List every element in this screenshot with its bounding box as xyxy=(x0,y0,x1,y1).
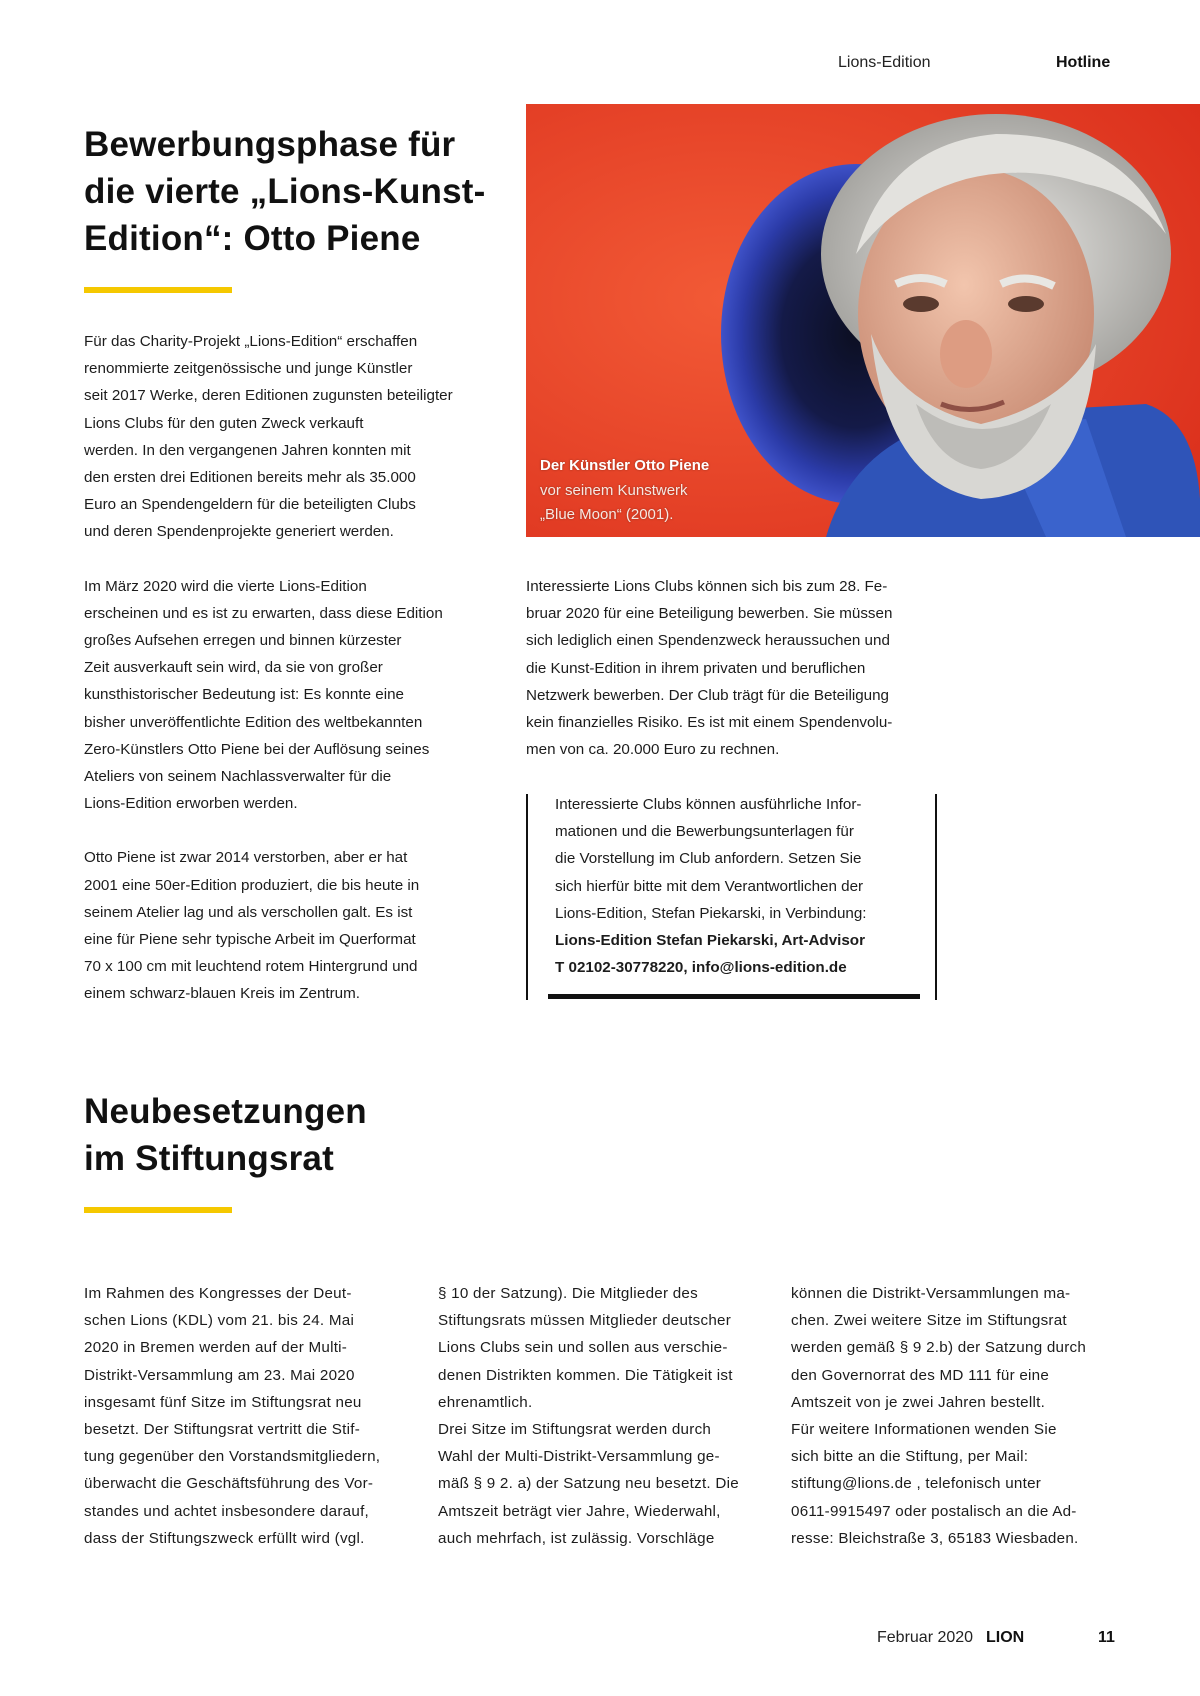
text-line: Drei Sitze im Stiftungsrat werden durch xyxy=(438,1421,712,1439)
text-line: erscheinen und es ist zu erwarten, dass diese Edition xyxy=(84,604,443,622)
text-line: sich lediglich einen Spendenzweck heraussuchen und xyxy=(526,632,890,650)
text-line: Euro an Spendengeldern für die beteiligten Clubs xyxy=(84,496,416,514)
text-line: stiftung@lions.de , telefonisch unter xyxy=(791,1475,1042,1493)
text-line: mäß § 9 2. a) der Satzung neu besetzt. Die xyxy=(438,1475,739,1493)
article1-column-left xyxy=(84,328,504,1035)
text-line: und deren Spendenprojekte generiert werden. xyxy=(84,523,394,541)
article1-title-line: Edition“: Otto Piene xyxy=(84,219,421,258)
article1-column-right xyxy=(526,573,946,790)
running-header-tag: Hotline xyxy=(1056,54,1111,71)
page-number: 11 xyxy=(1098,1629,1115,1646)
text-line: mationen und die Bewerbungsunterlagen für xyxy=(555,823,854,841)
running-header-section: Lions-Edition xyxy=(838,54,931,71)
text-line: Im Rahmen des Kongresses der Deut- xyxy=(84,1285,352,1302)
text-line: Lions Clubs sein und sollen aus verschie- xyxy=(438,1339,728,1357)
text-line: renommierte zeitgenössische und junge Künstler xyxy=(84,360,413,378)
text-line: Für das Charity-Projekt „Lions-Edition“ erschaffen xyxy=(84,333,418,350)
text-line: eine für Piene sehr typische Arbeit im Querformat xyxy=(84,931,416,949)
text-line: bruar 2020 für eine Beteiligung bewerben. Sie müssen xyxy=(526,605,893,623)
text-line: Wahl der Multi-Distrikt-Versammlung ge- xyxy=(438,1448,720,1466)
text-line: § 10 der Satzung). Die Mitglieder des xyxy=(438,1285,698,1302)
text-line: werden. In den vergangenen Jahren konnten mit xyxy=(84,441,411,459)
article2-title-line: Neubesetzungen xyxy=(84,1092,367,1131)
text-line: Amtszeit beträgt vier Jahre, Wiederwahl, xyxy=(438,1502,721,1520)
text-line: tung gegenüber den Vorstandsmitgliedern, xyxy=(84,1448,381,1466)
paragraph xyxy=(526,573,946,763)
text-line: schen Lions (KDL) vom 21. bis 24. Mai xyxy=(84,1312,355,1330)
text-line: 2001 eine 50er-Edition produziert, die bis heute in xyxy=(84,876,420,894)
artist-photo xyxy=(526,104,1200,537)
text-line: Lions-Edition erworben werden. xyxy=(84,795,298,813)
text-line: Zero-Künstlers Otto Piene bei der Auflösung seines xyxy=(84,740,430,758)
text-line: Ateliers von seinem Nachlassverwalter für die xyxy=(84,768,392,786)
paragraph xyxy=(84,573,504,818)
text-line: denen Distrikten kommen. Die Tätigkeit ist xyxy=(438,1366,733,1384)
text-line: großes Aufsehen erregen und binnen kürzester xyxy=(84,632,402,650)
text-line: 2020 in Bremen werden auf der Multi- xyxy=(84,1339,348,1357)
article2-column-2 xyxy=(438,1280,768,1552)
footer-issue-date: Februar 2020 xyxy=(877,1629,974,1646)
text-line: Im März 2020 wird die vierte Lions-Edition xyxy=(84,577,367,595)
text-line: bisher unveröffentlichte Edition des weltbekannten xyxy=(84,713,423,731)
text-line: seit 2017 Werke, deren Editionen zugunsten beteiligter xyxy=(84,387,453,405)
photo-caption-line: „Blue Moon“ (2001). xyxy=(540,506,674,523)
text-line: resse: Bleichstraße 3, 65183 Wiesbaden. xyxy=(791,1529,1079,1547)
text-line: men von ca. 20.000 Euro zu rechnen. xyxy=(526,741,780,759)
contact-details[interactable]: T 02102-30778220, info@lions-edition.de xyxy=(555,959,847,977)
text-line: einem schwarz-blauen Kreis im Zentrum. xyxy=(84,985,361,1003)
infobox-border-left xyxy=(526,794,528,1000)
text-line: dass der Stiftungszweck erfüllt wird (vgl. xyxy=(84,1529,365,1547)
contact-name: Lions-Edition Stefan Piekarski, Art-Advisor xyxy=(555,932,865,950)
text-line: die Kunst-Edition in ihrem privaten und beruflichen xyxy=(526,659,866,677)
text-line: Interessierte Clubs können ausführliche Infor- xyxy=(555,796,862,813)
text-line: chen. Zwei weitere Sitze im Stiftungsrat xyxy=(791,1312,1067,1330)
text-line: werden gemäß § 9 2.b) der Satzung durch xyxy=(791,1339,1087,1357)
text-line: Otto Piene ist zwar 2014 verstorben, aber er hat xyxy=(84,849,408,867)
text-line: Distrikt-Versammlung am 23. Mai 2020 xyxy=(84,1366,355,1384)
text-line: Netzwerk bewerben. Der Club trägt für die Beteiligung xyxy=(526,686,889,704)
infobox-border-bottom xyxy=(548,994,920,999)
text-line: den Governorrat des MD 111 für eine xyxy=(791,1366,1050,1384)
article2-column-3 xyxy=(791,1280,1131,1552)
text-line: überwacht die Geschäftsführung des Vor- xyxy=(84,1475,374,1493)
text-line: Interessierte Lions Clubs können sich bis zum 28. Fe- xyxy=(526,578,888,595)
photo-caption-line: Der Künstler Otto Piene xyxy=(540,457,710,474)
paragraph xyxy=(84,328,504,546)
text-line: 0611-9915497 oder postalisch an die Ad- xyxy=(791,1502,1077,1520)
text-line: Lions Clubs für den guten Zweck verkauft xyxy=(84,414,364,432)
text-line: besetzt. Der Stiftungsrat vertritt die Stif- xyxy=(84,1421,361,1439)
article2-title xyxy=(84,1088,367,1182)
text-line: sich bitte an die Stiftung, per Mail: xyxy=(791,1448,1029,1466)
text-line: Zeit ausverkauft sein wird, da sie von großer xyxy=(84,659,383,677)
photo-caption-line: vor seinem Kunstwerk xyxy=(540,481,688,499)
infobox-border-right xyxy=(935,794,937,1000)
text-line: standes und achtet insbesondere darauf, xyxy=(84,1502,370,1520)
text-line: Lions-Edition, Stefan Piekarski, in Verbindung: xyxy=(555,904,867,922)
text-line: ehrenamtlich. xyxy=(438,1393,533,1411)
text-line: insgesamt fünf Sitze im Stiftungsrat neu xyxy=(84,1393,362,1411)
text-line: 70 x 100 cm mit leuchtend rotem Hintergrund und xyxy=(84,958,418,976)
text-line: die Vorstellung im Club anfordern. Setzen Sie xyxy=(555,850,862,868)
text-line: Stiftungsrats müssen Mitglieder deutscher xyxy=(438,1312,732,1330)
article1-title-line: die vierte „Lions-Kunst- xyxy=(84,172,486,211)
text-line: Für weitere Informationen wenden Sie xyxy=(791,1421,1057,1439)
paragraph xyxy=(84,844,504,1007)
article2-title-line: im Stiftungsrat xyxy=(84,1139,334,1178)
article2-accent-bar xyxy=(84,1207,232,1213)
article1-title xyxy=(84,121,486,262)
article1-title-line: Bewerbungsphase für xyxy=(84,125,456,164)
article1-accent-bar xyxy=(84,287,232,293)
footer-magazine-name: LION xyxy=(986,1629,1025,1646)
text-line: sich hierfür bitte mit dem Verantwortlichen der xyxy=(555,877,864,895)
text-line: kein finanzielles Risiko. Es ist mit einem Spendenvolu- xyxy=(526,714,893,732)
article2-column-1 xyxy=(84,1280,414,1552)
text-line: kunsthistorischer Bedeutung ist: Es konnte eine xyxy=(84,686,404,704)
text-line: Amtszeit von je zwei Jahren bestellt. xyxy=(791,1393,1046,1411)
contact-infobox xyxy=(555,791,867,981)
text-line: seinem Atelier lag und als verschollen galt. Es ist xyxy=(84,903,413,921)
text-line: auch mehrfach, ist zulässig. Vorschläge xyxy=(438,1529,715,1547)
photo-caption xyxy=(540,454,709,528)
text-line: können die Distrikt-Versammlungen ma- xyxy=(791,1285,1071,1302)
text-line: den ersten drei Editionen bereits mehr als 35.000 xyxy=(84,469,416,487)
